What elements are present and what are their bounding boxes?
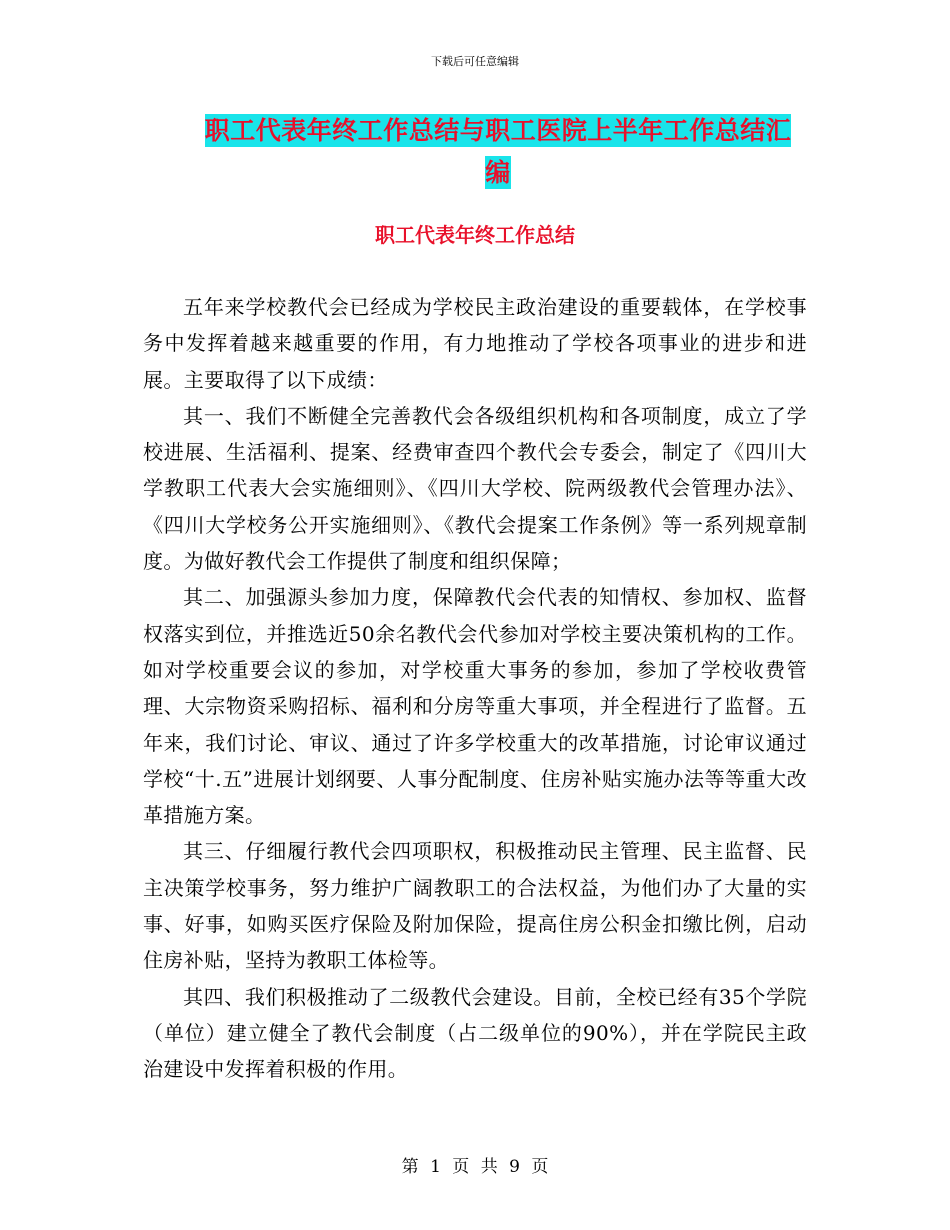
page-number: 第 1 页 共 9 页	[401, 1157, 549, 1177]
paragraph: 五年来学校教代会已经成为学校民主政治建设的重要载体，在学校事务中发挥着越来越重要的作用，有力地推动了学校各项事业的进步和进展。主要取得了以下成绩：	[143, 295, 807, 392]
body-text	[143, 289, 807, 1088]
document-title	[195, 110, 801, 194]
paragraph: 其四、我们积极推动了二级教代会建设。目前，全校已经有35个学院（单位）建立健全了教代会制度（占二级单位的90%），并在学院民主政治建设中发挥着积极的作用。	[143, 984, 807, 1082]
paragraph: 其二、加强源头参加力度，保障教代会代表的知情权、参加权、监督权落实到位，并推选近50余名教代会代参加对学校主要决策机构的工作。如对学校重要会议的参加，对学校重大事务的参加，参加了学校收费管理、大宗物资采购招标、福利和分房等重大事项，并全程进行了监督。五年来，我们讨论、审议、通过了许多学校重大的改革措施，讨论审议通过学校“十.五”进展计划纲要、人事分配制度、住房补贴实施办法等等重大改革措施方案。	[143, 585, 807, 828]
paragraph: 其一、我们不断健全完善教代会各级组织机构和各项制度，成立了学校进展、生活福利、提案、经费审查四个教代会专委会，制定了《四川大学教职工代表大会实施细则》、《四川大学校、院两级教代会管理办法》、《四川大学校务公开实施细则》、《教代会提案工作条例》等一系列规章制度。为做好教代会工作提供了制度和组织保障；	[143, 403, 807, 574]
paragraph: 其三、仔细履行教代会四项职权，积极推动民主管理、民主监督、民主决策学校事务，努力维护广阔教职工的合法权益，为他们办了大量的实事、好事，如购买医疗保险及附加保险，提高住房公积金扣缴比例，启动住房补贴，坚持为教职工体检等。	[143, 839, 807, 973]
header-note: 下载后可任意编辑	[431, 55, 519, 68]
document-title-text: 职工代表年终工作总结与职工医院上半年工作总结汇编	[204, 116, 792, 187]
section-title: 职工代表年终工作总结	[375, 223, 575, 247]
